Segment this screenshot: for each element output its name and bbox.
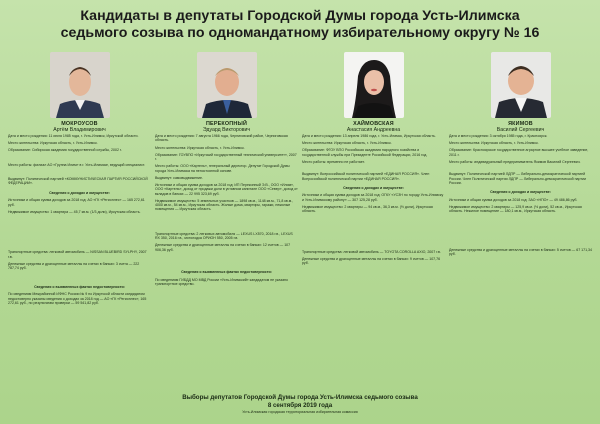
income-heading: Сведения о доходах и имуществе: — [490, 190, 551, 195]
candidate-photo — [197, 52, 257, 118]
candidate-name — [155, 121, 298, 133]
candidate-surname: ЯКИМОВ — [508, 121, 533, 127]
education-info: Образование: Сибирская академия государственной службы, 2002 г. — [8, 148, 122, 153]
candidate-card — [449, 52, 592, 390]
candidate-photo — [50, 52, 110, 118]
portrait-icon — [197, 52, 257, 118]
candidate-info — [155, 134, 298, 390]
candidate-info — [8, 134, 151, 390]
transport-info: Транспортные средства: 2 легковых автомобиля — LEXUS LX570, 2018 г.в., LEXUS RX 350, 2016 г.в., мотолодка ОРИОН 550, 2005 г.в. — [155, 231, 293, 241]
work-info: Место работы: филиал АО «Группа Илим» в г. Усть-Илимске, ведущий специалист. — [8, 162, 146, 167]
facts-info: По сведениям Межрайонной ИФНС России № 9 по Иркутской области кандидатом недостоверно указаны сведения о доходах за 2018 год — АО «ГК «Регионлес», 165 272,61 руб., по результатам проверки — 59 541,82 руб. — [8, 292, 147, 306]
candidate-given-name: Василий Сергеевич — [496, 127, 545, 133]
candidate-card — [302, 52, 445, 390]
realty-info: Недвижимое имущество: 5 земельных участков — 1898 кв.м., 1148 кв.м., 71,8 кв.м., 4000 кв.м., 54 кв.м., Иркутская область. Жилые дома, квартиры, гаражи, нежилые помещения — Иркутская область. — [155, 198, 294, 212]
income-heading: Сведения о доходах и имуществе: — [49, 190, 110, 195]
footer-election-date: 8 сентября 2019 года — [267, 402, 333, 409]
income-info: Источники и общая сумма доходов за 2018 год: ОГКУ «УСЗН по городу Усть-Илимску и Усть-Илимскому району» — 307 125,28 руб. — [302, 193, 444, 202]
work-info: Место работы: временно не работает. — [302, 159, 365, 164]
deposits-info: Денежные средства и драгоценные металлы на счетах в банках: 3 счета — 222 787,74 руб. — [8, 261, 140, 271]
candidate-photo — [344, 52, 404, 118]
nominated-info: Выдвинут: самовыдвижение. — [155, 175, 203, 180]
deposits-info: Денежные средства и драгоценные металлы на счетах в банках: 12 счетов — 107 906,36 руб. — [155, 243, 291, 252]
candidate-given-name: Артём Владимирович — [53, 127, 106, 133]
birth-info: Дата и место рождения: 11 июля 1985 года, г. Усть-Илимск, Иркутской области. — [8, 134, 139, 138]
candidate-given-name: Анастасия Андреевна — [346, 127, 401, 133]
income-heading: Сведения о доходах и имуществе: — [343, 185, 404, 190]
work-info: Место работы: ООО «Картель», генеральный директор. Депутат Городской Думы города Усть-Илимска на непостоянной основе. — [155, 164, 290, 173]
income-info: Источники и общая сумма доходов за 2018 год: АО «ГК «Регионлес» — 165 272,61 руб. — [8, 198, 145, 207]
transport-info: Транспортные средства: легковой автомобиль — NISSAN BLUEBIRD SYLPHY, 2007 г.в. — [8, 250, 147, 259]
page-title — [0, 8, 600, 42]
realty-info: Недвижимое имущество: 1 квартира — 45,7 кв.м. (1/3 доли), Иркутская область. — [8, 209, 141, 214]
nominated-info: Выдвинут: Политической партией ЛДПР — Либерально-демократической партией России. Член Политической партии ЛДПР — Либерально-демократической партии России. — [449, 172, 586, 185]
residence-info: Место жительства: Иркутская область, г. Усть-Илимск. — [8, 141, 98, 146]
footer — [0, 394, 600, 415]
candidate-name — [302, 121, 445, 133]
footer-election-title: Выборы депутатов Городской Думы города Усть-Илимска седьмого созыва — [182, 394, 418, 401]
residence-info: Место жительства: Иркутская область, г. Усть-Илимск. — [449, 141, 539, 146]
candidate-given-name: Эдуард Викторович — [202, 127, 251, 133]
nominated-info: Выдвинут: Всероссийской политической партией «ЕДИНАЯ РОССИЯ». Член Всероссийской политической партии «ЕДИНАЯ РОССИЯ». — [302, 172, 430, 181]
footer-commission: Усть-Илимская городская территориальная избирательная комиссия — [242, 410, 358, 414]
title-line-1: Кандидаты в депутаты Городской Думы города Усть-Илимска — [80, 8, 520, 24]
candidate-surname: МОКРОУСОВ — [61, 121, 98, 127]
birth-info: Дата и место рождения: 13 апреля 1986 года, г. Усть-Илимск, Иркутская область. — [302, 134, 436, 138]
education-info: Образование: ГОУВПО «Иркутский государственный технический университет», 2007 г. — [155, 152, 297, 161]
title-line-2: седьмого созыва по одномандатному избирательному округу № 16 — [60, 25, 540, 41]
realty-info: Недвижимое имущество: 2 квартиры — 125,9 кв.м. (½ доли), 52 кв.м., Иркутская область. Нежилое помещение — 180,1 кв.м., Иркутская область. — [449, 204, 582, 214]
income-info: Источники и общая сумма доходов за 2018 год: ИП Перекопный Э.В., ООО «Илим», ООО «Картель», доход от продажи доли в уставном капитале ООО «Север», доход от вкладов в банках — 22 995 323,69 руб. — [155, 182, 298, 196]
candidate-card — [8, 52, 151, 390]
residence-info: Место жительства: Иркутская область, г. Усть-Илимск. — [302, 141, 392, 146]
residence-info: Место жительства: Иркутская область, г. Усть-Илимск. — [155, 145, 245, 150]
income-info: Источники и общая сумма доходов за 2018 год: ЗАО «НПО» — 49 486,86 руб. — [449, 197, 578, 202]
facts-info: По сведениям ГИБДД МО МВД России «Усть-Илимский» кандидатом не указано транспортное средство. — [155, 277, 288, 287]
candidate-info — [302, 134, 445, 390]
candidate-surname: ХАЙМОВСКАЯ — [353, 121, 394, 127]
candidate-name — [449, 121, 592, 133]
portrait-icon — [50, 52, 110, 118]
candidate-name — [8, 121, 151, 133]
candidate-card — [155, 52, 298, 390]
candidate-surname: ПЕРЕКОПНЫЙ — [205, 121, 248, 127]
facts-heading: Сведения о выявленных фактах недостоверности: — [34, 284, 125, 289]
deposits-info: Денежные средства и драгоценные металлы на счетах в банках: 5 счетов — 67 171,34 руб. — [449, 247, 592, 257]
birth-info: Дата и место рождения: 7 августа 1966 года, Черниговский район, Черниговская область. — [155, 134, 288, 143]
facts-heading: Сведения о выявленных фактах недостоверности: — [181, 270, 272, 275]
education-info: Образование: ФГОУ ВПО Российская академия народного хозяйства и государственной службы при Президенте Российской Федерации, 2016 год. — [302, 148, 428, 157]
work-info: Место работы: индивидуальный предприниматель Якимов Василий Сергеевич. — [449, 159, 581, 164]
portrait-icon — [344, 52, 404, 118]
deposits-info: Денежные средства и драгоценные металлы на счетах в банках: 9 счетов — 107,76 руб. — [302, 256, 441, 266]
candidate-info — [449, 134, 592, 390]
transport-info: Транспортные средства: легковой автомобиль — TOYOTA COROLLA AXIO, 2007 г.в. — [302, 249, 441, 254]
realty-info: Недвижимое имущество: 2 квартиры — 94 кв.м., 36,3 кв.м. (½ доли), Иркутская область. — [302, 204, 433, 214]
portrait-icon — [491, 52, 551, 118]
nominated-info: Выдвинут: Политической партией «КОММУНИСТИЧЕСКАЯ ПАРТИЯ РОССИЙСКОЙ ФЕДЕРАЦИИ». — [8, 177, 148, 186]
birth-info: Дата и место рождения: 3 октября 1985 года, г. Красноярск. — [449, 134, 548, 138]
candidate-photo — [491, 52, 551, 118]
education-info: Образование: Красноярское государственное аграрное высшее учебное заведение, 2011 г. — [449, 148, 589, 157]
candidates-grid — [8, 52, 592, 390]
